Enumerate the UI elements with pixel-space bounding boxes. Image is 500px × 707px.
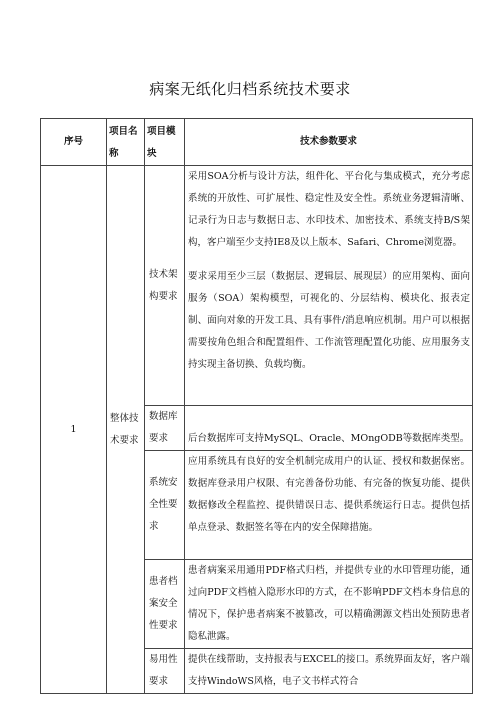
spec-paragraph: 患者病案采用通用PDF格式归档，并提供专业的水印管理功能，通过向PDF文档植入隐形水印的方式，在不影响PDF文档本身信息的情况下，保护患者病案不被篡改，可以精确溯源文档出处预防患者隐私泄露。: [188, 565, 470, 642]
header-item: 项目名称: [107, 119, 145, 166]
spec-paragraph: 提供在线帮助，支持报表与EXCEL的接口。系统界面友好，客户端支持WindoWS风格，电子文书样式符合: [188, 654, 470, 687]
spec-table: [40, 118, 473, 694]
row-number: 1: [41, 166, 107, 694]
spec-paragraph: 要求采用至少三层（数据层、逻辑层、展现层）的应用架构、面向服务（SOA）架构模型，可视化的、分层结构、模块化、报表定制、面向对象的开发工具、具有事件/消息响应机制。用户可以根据需要按角色组合和配置组件、工作流管理配置化功能、应用服务支持实现主备切换、负载均衡。: [188, 271, 470, 370]
document-title: 病案无纸化归档系统技术要求: [149, 80, 351, 98]
spec-cell: [185, 406, 473, 451]
item-name: 整体技术要求: [107, 166, 145, 694]
spec-paragraph: 应用系统具有良好的安全机制完成用户的认证、授权和数据保密。数据库登录用户权限、有完善备份功能、有完备的恢复功能、提供数据修改全程监控、提供错误日志、提供系统运行日志。提供包括单点登录、数据签名等在内的安全保障措施。: [188, 456, 470, 533]
table-row: [41, 166, 473, 406]
module-name: 技术架构要求: [145, 166, 185, 406]
module-name: 易用性要求: [145, 649, 185, 694]
module-name: 数据库要求: [145, 406, 185, 451]
table-header-row: [41, 119, 473, 166]
header-spec: 技术参数要求: [185, 119, 473, 166]
spec-paragraph: 采用SOA分析与设计方法，组件化、平台化与集成模式，充分考虑系统的开放性、可扩展性、稳定性及安全性。系统业务逻辑清晰、记录行为日志与数据日志、水印技术、加密技术、系统支持B/S架构，客户端至少支持IE8及以上版本、Safari、Chrome浏览器。: [188, 171, 470, 248]
spec-cell: [185, 166, 473, 406]
module-name: 系统安全性要求: [145, 451, 185, 560]
module-name: 患者档案安全性要求: [145, 560, 185, 649]
spec-paragraph: 后台数据库可支持MySQL、Oracle、MOngODB等数据库类型。: [188, 433, 470, 444]
spec-cell: [185, 649, 473, 694]
spec-cell: [185, 451, 473, 560]
header-no: 序号: [41, 119, 107, 166]
spec-cell: [185, 560, 473, 649]
header-module: 项目模块: [145, 119, 185, 166]
